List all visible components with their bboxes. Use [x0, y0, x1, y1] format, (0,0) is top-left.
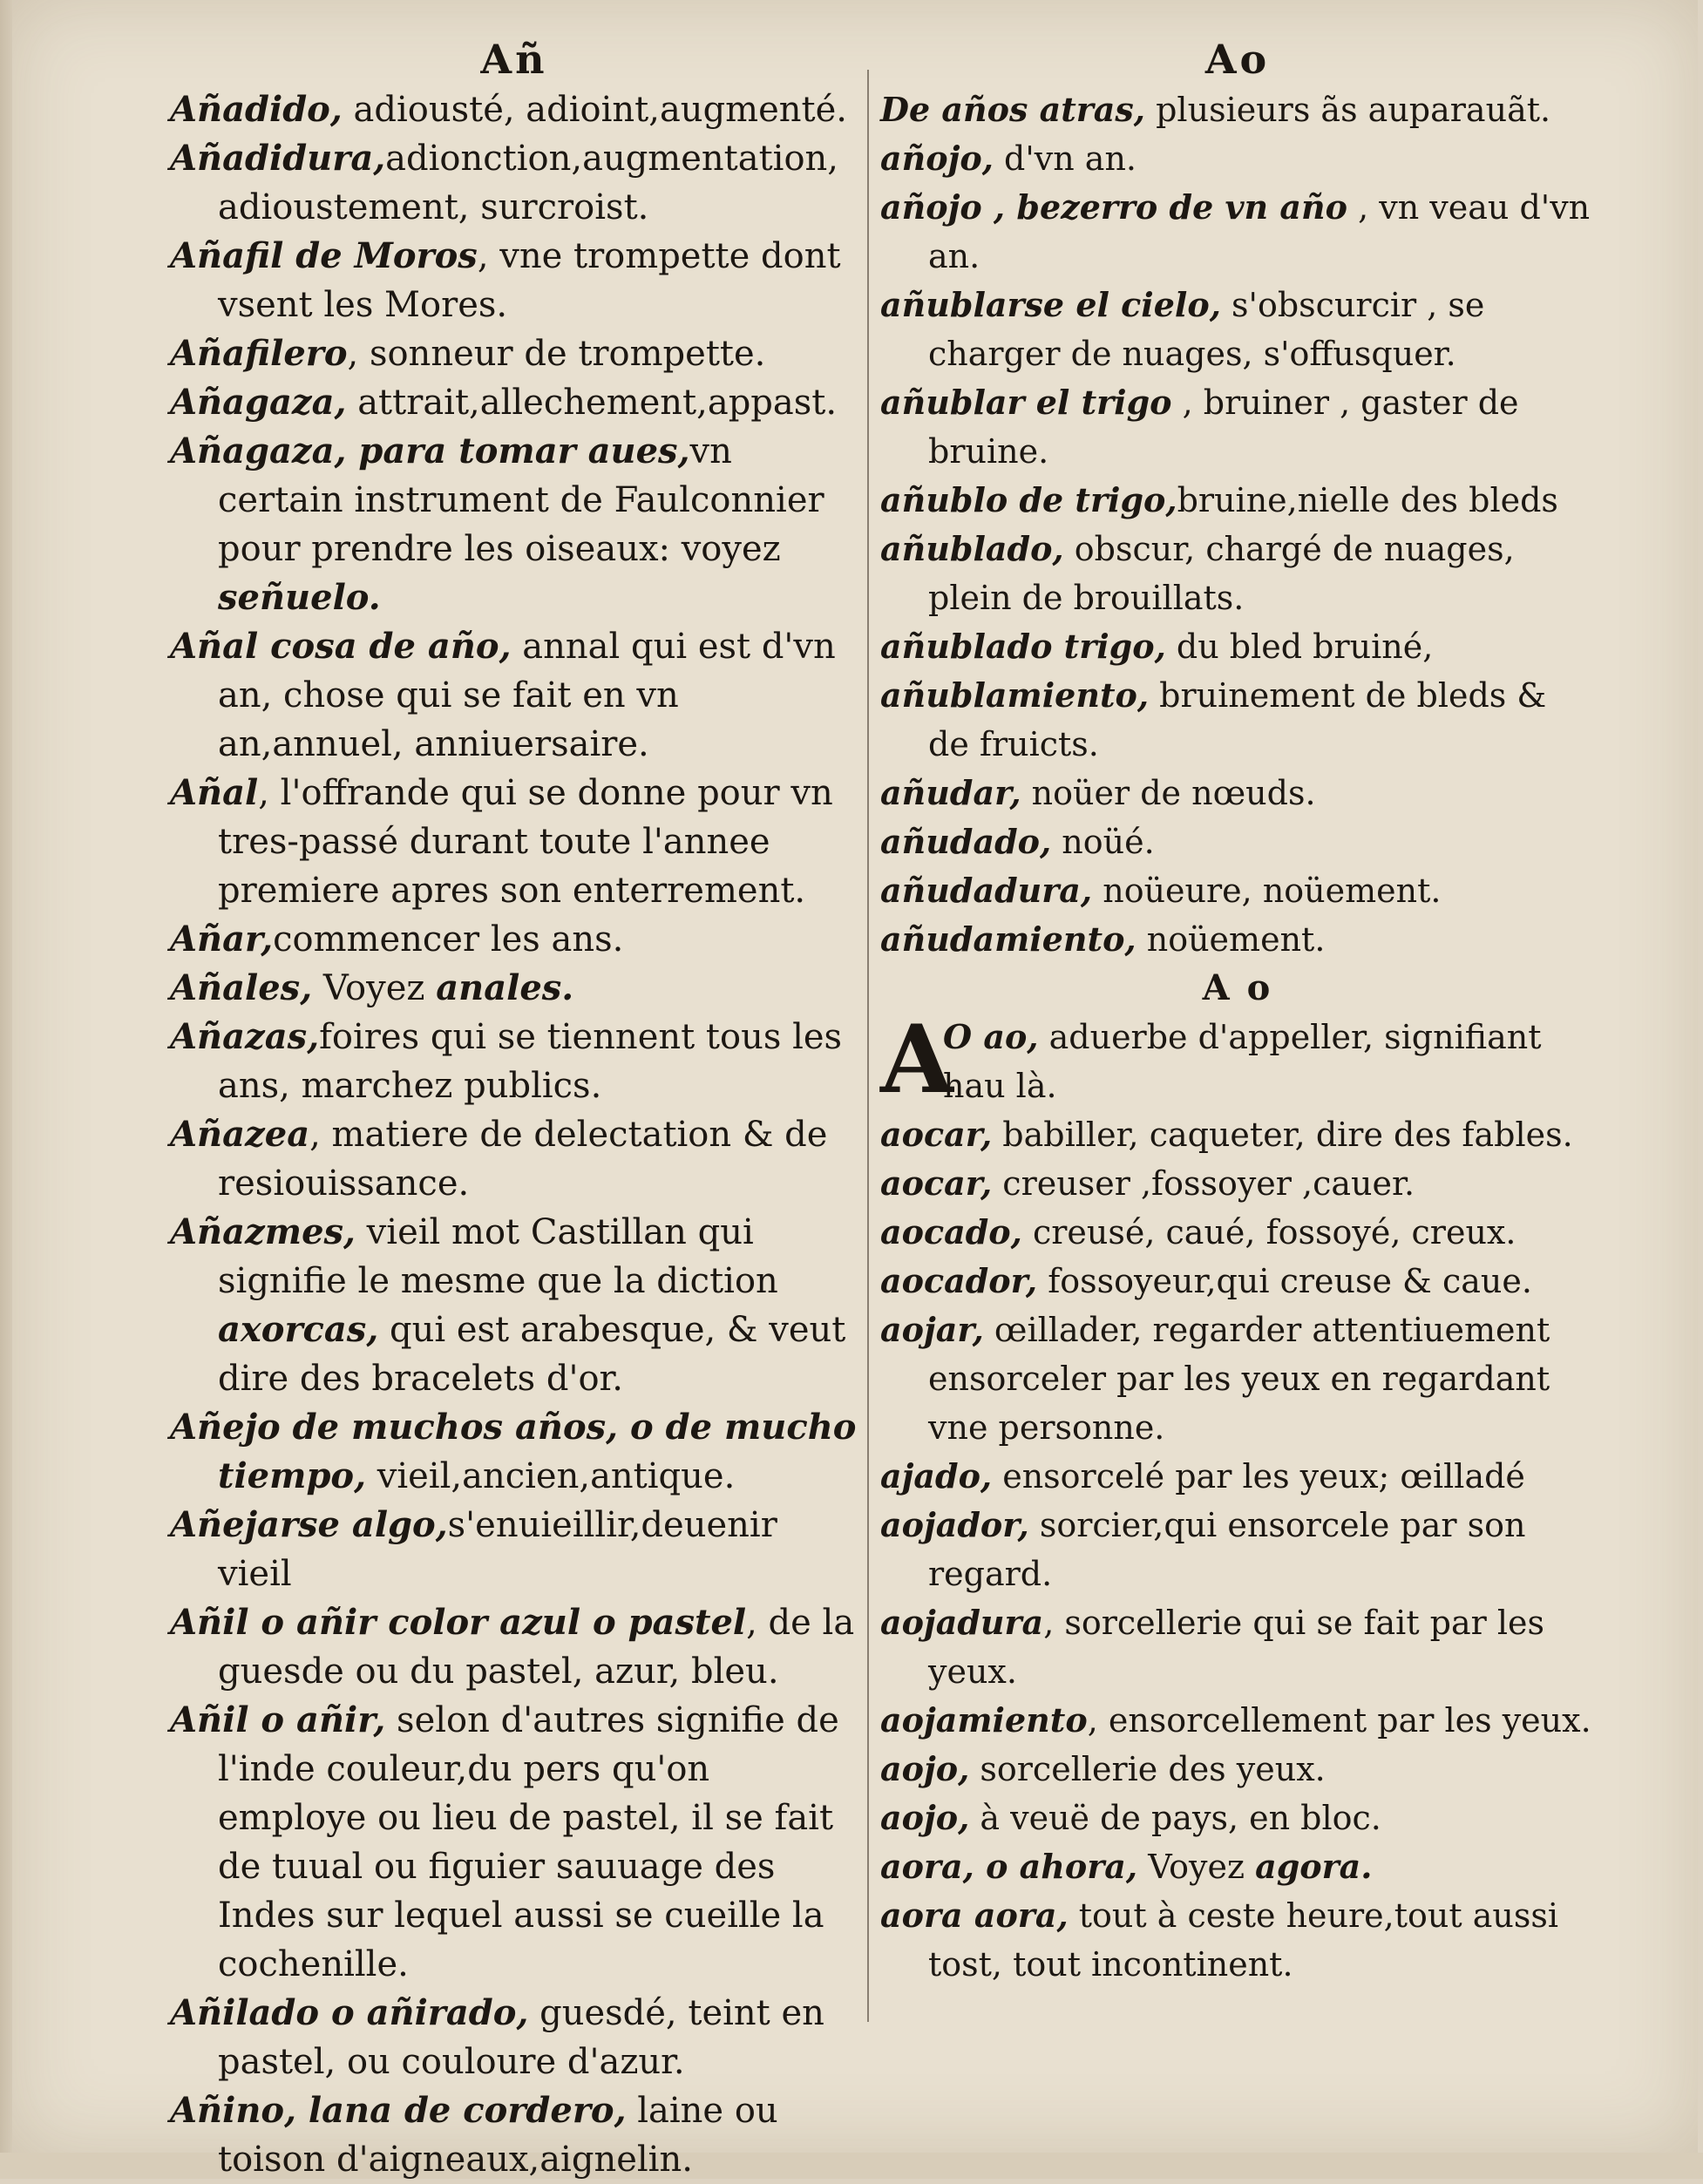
headword: aojo,	[880, 1749, 970, 1788]
definition: Voyez	[312, 968, 437, 1008]
definition: vieil,ancien,antique.	[366, 1456, 736, 1496]
headword: añojo,	[880, 139, 994, 178]
dictionary-entry	[880, 183, 1595, 281]
definition: , matiere de delectation & de resiouissance.	[218, 1115, 828, 1204]
definition: obscur, chargé de nuages, plein de brouillats.	[928, 530, 1515, 617]
headword: De años atras,	[880, 90, 1146, 129]
headword: aocador,	[880, 1261, 1038, 1300]
headword: Añino, lana de cordero,	[170, 2090, 627, 2131]
headword: Añazmes,	[170, 1211, 356, 1252]
dictionary-entry	[880, 817, 1595, 866]
headword: Añilado o añirado,	[170, 1992, 529, 2033]
dictionary-entry	[880, 622, 1595, 671]
dictionary-entry	[880, 671, 1595, 769]
headword: añublarse el cielo,	[880, 285, 1221, 324]
definition: tout à ceste heure,tout aussi tost, tout incontinent.	[928, 1896, 1559, 1984]
left-column	[170, 35, 858, 2184]
definition-continued: qui est arabesque, & veut dire des bracelets d'or.	[218, 1310, 846, 1399]
definition: selon d'autres signifie de l'inde couleur,du pers qu'on employe ou lieu de pastel, il se fait de tuual ou figuier sauuage des Indes sur lequel aussi se cueille la cochenille.	[218, 1700, 839, 1984]
section-heading: A o	[1202, 967, 1273, 1008]
cross-reference: agora.	[1255, 1847, 1373, 1886]
definition: à veuë de pays, en bloc.	[969, 1799, 1381, 1837]
headword: aojamiento	[880, 1700, 1088, 1740]
dictionary-entry	[880, 476, 1595, 525]
definition: noüeure, noüement.	[1092, 872, 1442, 910]
definition: guesdé, teint en pastel, ou couloure d'azur.	[218, 1993, 824, 2082]
dictionary-entry	[170, 622, 858, 769]
definition: , bruiner , gaster de bruine.	[928, 383, 1519, 471]
dictionary-entry	[880, 378, 1595, 476]
definition: vieil mot Castillan qui signifie le mesme que la diction	[218, 1212, 778, 1301]
headword: Añales,	[170, 967, 313, 1008]
dictionary-entry	[170, 1208, 858, 1403]
dictionary-entry	[170, 378, 858, 427]
definition: aduerbe d'appeller, signifiant hau là.	[943, 1018, 1542, 1105]
dictionary-entry	[880, 1306, 1595, 1452]
dictionary-entry	[170, 2086, 858, 2184]
dictionary-entry	[170, 769, 858, 915]
definition: creusé, caué, fossoyé, creux.	[1021, 1213, 1516, 1251]
headword: aojadura	[880, 1603, 1044, 1642]
definition: noüement.	[1136, 920, 1326, 959]
dictionary-entry	[170, 427, 858, 622]
headword: añublar el trigo	[880, 383, 1172, 422]
definition: noüer de nœuds.	[1021, 774, 1316, 812]
headword: aocar,	[880, 1163, 993, 1203]
headword: aojador,	[880, 1505, 1029, 1544]
definition: du bled bruiné,	[1165, 627, 1434, 666]
dictionary-entry	[880, 1208, 1595, 1257]
dictionary-entry	[880, 866, 1595, 915]
headword: Añadido,	[170, 89, 343, 130]
headword: Añagaza, para tomar aues,	[170, 431, 690, 471]
dictionary-entry	[170, 329, 858, 378]
headword: Añejo de muchos años, o de mucho tiempo,	[170, 1407, 857, 1496]
dictionary-entry	[880, 1696, 1595, 1745]
dictionary-entry	[880, 1891, 1595, 1989]
definition: , vn veau d'vn an.	[928, 188, 1591, 275]
headword: Añagaza,	[170, 382, 347, 423]
headword: Añadidura,	[170, 138, 386, 179]
cross-reference: anales.	[436, 967, 574, 1008]
dictionary-entry	[880, 1452, 1595, 1501]
dictionary-entry	[170, 1403, 858, 1501]
definition: , sorcellerie qui se fait par les yeux.	[928, 1604, 1545, 1691]
dictionary-entry	[880, 1842, 1595, 1891]
definition: s'enuieillir,deuenir vieil	[218, 1505, 777, 1594]
headword: Añil o añir color azul o pastel	[170, 1602, 747, 1643]
running-head-left: Añ	[480, 36, 548, 83]
definition: adionction,augmentation, adioustement, surcroist.	[218, 139, 839, 227]
headword: añojo , bezerro de vn año	[880, 187, 1348, 227]
headword: Añazea	[170, 1114, 310, 1155]
definition: bruine,nielle des bleds	[1177, 481, 1558, 519]
dictionary-entry	[880, 134, 1595, 183]
headword: aojo,	[880, 1798, 970, 1837]
dictionary-entry-dropcap	[880, 1005, 1595, 1115]
definition: vn certain instrument de Faulconnier pour prendre les oiseaux: voyez	[218, 431, 824, 569]
dictionary-entry	[880, 525, 1595, 622]
definition: sorcier,qui ensorcele par son regard.	[928, 1506, 1526, 1593]
headword: Añar,	[170, 919, 274, 960]
dictionary-entry	[170, 85, 858, 134]
definition: bruinement de bleds & de fruicts.	[928, 676, 1547, 763]
definition: œillader, regarder attentiuement ensorceler par les yeux en regardant vne personne.	[928, 1311, 1550, 1447]
dictionary-entry	[170, 964, 858, 1013]
headword: ajado,	[880, 1456, 993, 1496]
dictionary-entry	[170, 1598, 858, 1696]
definition: babiller, caqueter, dire des fables.	[992, 1116, 1573, 1154]
definition: ensorcelé par les yeux; œilladé	[992, 1457, 1525, 1496]
definition: noüé.	[1051, 823, 1155, 861]
definition: foires qui se tiennent tous les ans, marchez publics.	[218, 1017, 843, 1106]
headword: añublado trigo,	[880, 627, 1166, 666]
definition: s'obscurcir , se charger de nuages, s'offusquer.	[928, 286, 1485, 373]
headword: aojar,	[880, 1310, 984, 1349]
dictionary-entry	[170, 1989, 858, 2086]
dictionary-entry	[170, 1501, 858, 1598]
definition: sorcellerie des yeux.	[969, 1750, 1326, 1788]
headword: Añejarse algo,	[170, 1504, 448, 1545]
dictionary-entry	[170, 1110, 858, 1208]
dictionary-entry	[880, 1501, 1595, 1598]
dictionary-entry	[170, 134, 858, 232]
dictionary-entry	[170, 232, 858, 329]
definition: , l'offrande qui se donne pour vn tres-passé durant toute l'annee premiere apres son enterrement.	[218, 773, 833, 911]
headword: añudado,	[880, 822, 1052, 861]
dictionary-entry	[170, 1013, 858, 1110]
headword: añudar,	[880, 773, 1021, 812]
definition: laine ou toison d'aigneaux,aignelin.	[218, 2091, 778, 2180]
headword: Añal	[170, 772, 259, 813]
definition: plusieurs ãs auparauãt.	[1145, 91, 1551, 129]
headword: O ao,	[943, 1017, 1039, 1056]
headword: añudadura,	[880, 871, 1093, 910]
running-head-right: Ao	[1204, 36, 1271, 83]
definition: , ensorcellement par les yeux.	[1087, 1701, 1591, 1740]
definition: d'vn an.	[993, 139, 1137, 178]
headword: aocar,	[880, 1115, 993, 1154]
drop-cap: A	[880, 1005, 953, 1115]
dictionary-entry	[880, 281, 1595, 378]
cross-reference: señuelo.	[218, 577, 381, 618]
dictionary-entry	[880, 1159, 1595, 1208]
headword: Añafilero	[170, 333, 348, 374]
dictionary-entry	[170, 915, 858, 964]
dictionary-entry	[880, 1794, 1595, 1842]
dictionary-entry	[880, 1745, 1595, 1794]
headword: Añil o añir,	[170, 1699, 386, 1740]
dictionary-entry	[880, 1598, 1595, 1696]
dictionary-entry	[880, 769, 1595, 817]
headword: añublado,	[880, 529, 1064, 568]
cross-reference: axorcas,	[218, 1309, 379, 1350]
definition: creuser ,fossoyer ,cauer.	[992, 1164, 1415, 1203]
headword: añublo de trigo,	[880, 480, 1177, 519]
definition: , vne trompette dont vsent les Mores.	[218, 236, 841, 325]
column-divider	[867, 70, 869, 2022]
headword: añudamiento,	[880, 919, 1136, 959]
headword: aocado,	[880, 1212, 1022, 1251]
definition: Voyez	[1137, 1848, 1256, 1886]
dictionary-entry	[880, 915, 1595, 964]
dictionary-entry	[880, 1257, 1595, 1306]
headword: Añafil de Moros	[170, 235, 478, 276]
dictionary-entry	[170, 1696, 858, 1989]
definition: fossoyeur,qui creuse & caue.	[1037, 1262, 1532, 1300]
headword: Añal cosa de año,	[170, 626, 512, 667]
right-column	[880, 35, 1595, 1989]
definition: adiousté, adioint,augmenté.	[342, 90, 847, 130]
definition: attrait,allechement,appast.	[346, 383, 838, 423]
definition: , sonneur de trompette.	[347, 334, 766, 374]
headword: Añazas,	[170, 1016, 320, 1057]
definition: annal qui est d'vn an, chose qui se fait en vn an,annuel, anniuersaire.	[218, 627, 836, 764]
definition: commencer les ans.	[273, 919, 624, 960]
definition: , de la guesde ou du pastel, azur, bleu.	[218, 1603, 855, 1692]
dictionary-entry	[880, 1110, 1595, 1159]
headword: aora aora,	[880, 1896, 1069, 1935]
headword: añublamiento,	[880, 675, 1150, 715]
dictionary-entry	[880, 85, 1595, 134]
headword: aora, o ahora,	[880, 1847, 1138, 1886]
